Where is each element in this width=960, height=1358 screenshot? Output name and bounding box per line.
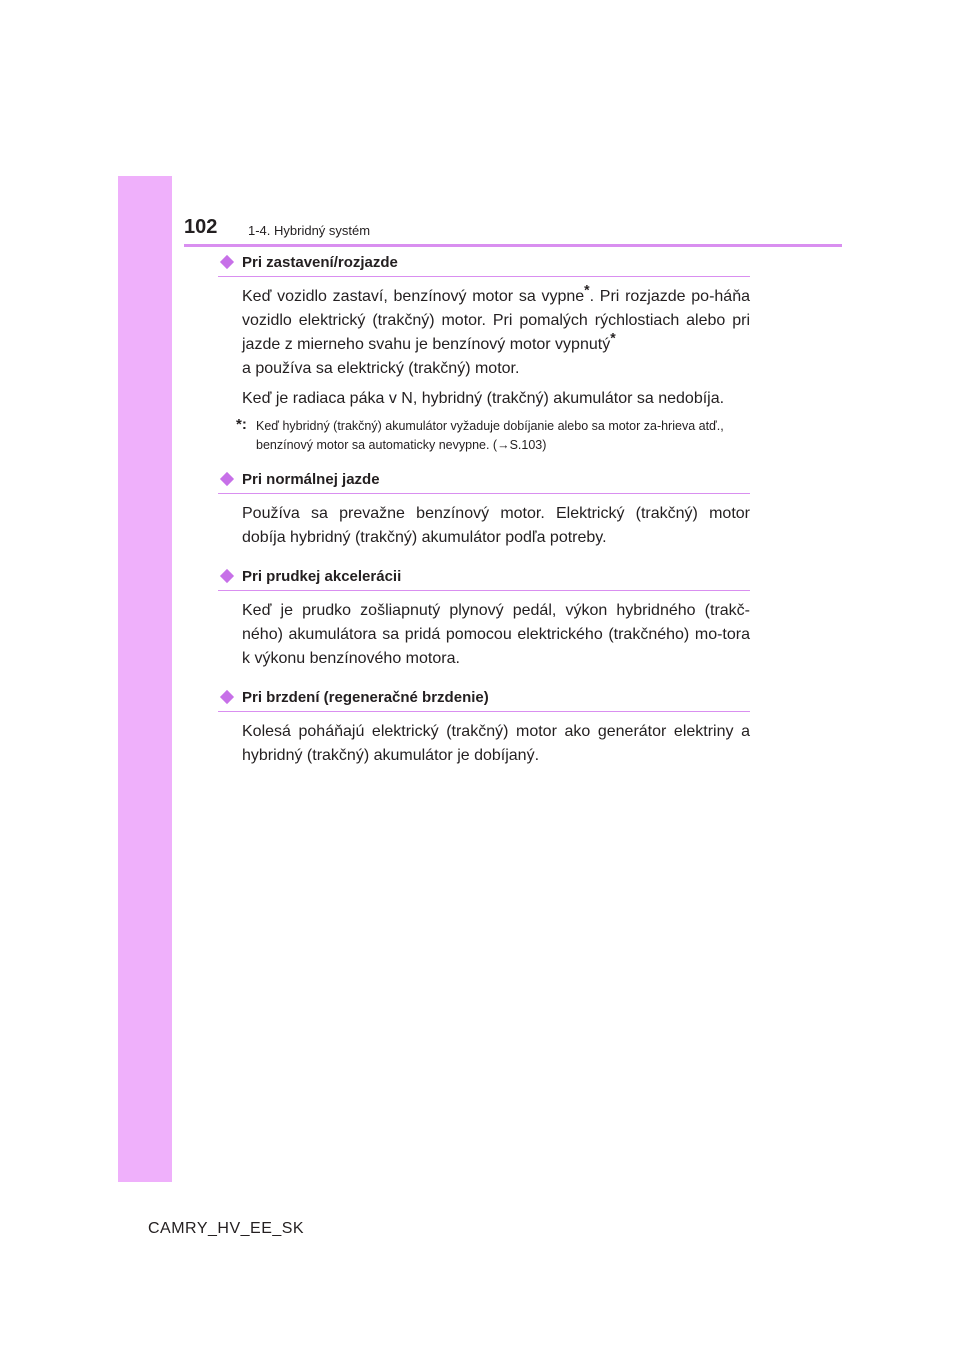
asterisk-icon: * <box>610 329 616 346</box>
section-heading-acceleration <box>218 566 750 591</box>
text-run: . Pri rozjazde po-háňa vozidlo elektrický (trakčný) motor. Pri pomalých rýchlostiach alebo pri jazde z mierneho svahu je benzínový motor vypnutý <box>242 288 750 353</box>
paragraph <box>242 281 750 381</box>
footnote-marker: *: <box>236 416 247 433</box>
footnote-text: Keď hybridný (trakčný) akumulátor vyžaduje dobíjanie alebo sa motor za-hrieva atď., benzínový motor sa automaticky nevypne. (→S.103) <box>256 419 724 452</box>
section-title: Pri prudkej akcelerácii <box>242 568 402 585</box>
text-run: Keď vozidlo zastaví, benzínový motor sa vypne <box>242 288 585 305</box>
diamond-bullet-icon <box>220 472 234 486</box>
paragraph: Kolesá poháňajú elektrický (trakčný) motor ako generátor elektriny a hybridný (trakčný) akumulátor je dobíjaný. <box>242 723 750 764</box>
footnote <box>236 416 750 455</box>
page-header <box>184 216 844 246</box>
section-heading-stop-start <box>218 252 750 277</box>
paragraph: Keď je radiaca páka v N, hybridný (trakčný) akumulátor sa nedobíja. <box>242 390 725 407</box>
section-title: Pri brzdení (regeneračné brzdenie) <box>242 689 489 706</box>
asterisk-icon: * <box>584 281 590 298</box>
paragraph: Používa sa prevažne benzínový motor. Elektrický (trakčný) motor dobíja hybridný (trakčný) akumulátor podľa potreby. <box>242 505 750 546</box>
chapter-side-tab <box>118 176 172 1182</box>
paragraph: Keď je prudko zošliapnutý plynový pedál, výkon hybridného (trakč-ného) akumulátora sa pridá pomocou elektrického (trakčného) mo-tora k výkonu benzínového motora. <box>242 602 750 667</box>
text-run: a používa sa elektrický (trakčný) motor. <box>242 360 520 377</box>
section-heading-normal-driving <box>218 469 750 494</box>
diamond-bullet-icon <box>220 690 234 704</box>
section-title: Pri zastavení/rozjazde <box>242 254 398 271</box>
section-heading-braking <box>218 687 750 712</box>
page-number: 102 <box>184 216 218 238</box>
document-code: CAMRY_HV_EE_SK <box>148 1220 305 1237</box>
page-content <box>218 252 750 774</box>
chapter-title: 1-4. Hybridný systém <box>248 223 371 238</box>
diamond-bullet-icon <box>220 569 234 583</box>
diamond-bullet-icon <box>220 255 234 269</box>
header-rule <box>184 244 842 247</box>
section-title: Pri normálnej jazde <box>242 471 380 488</box>
